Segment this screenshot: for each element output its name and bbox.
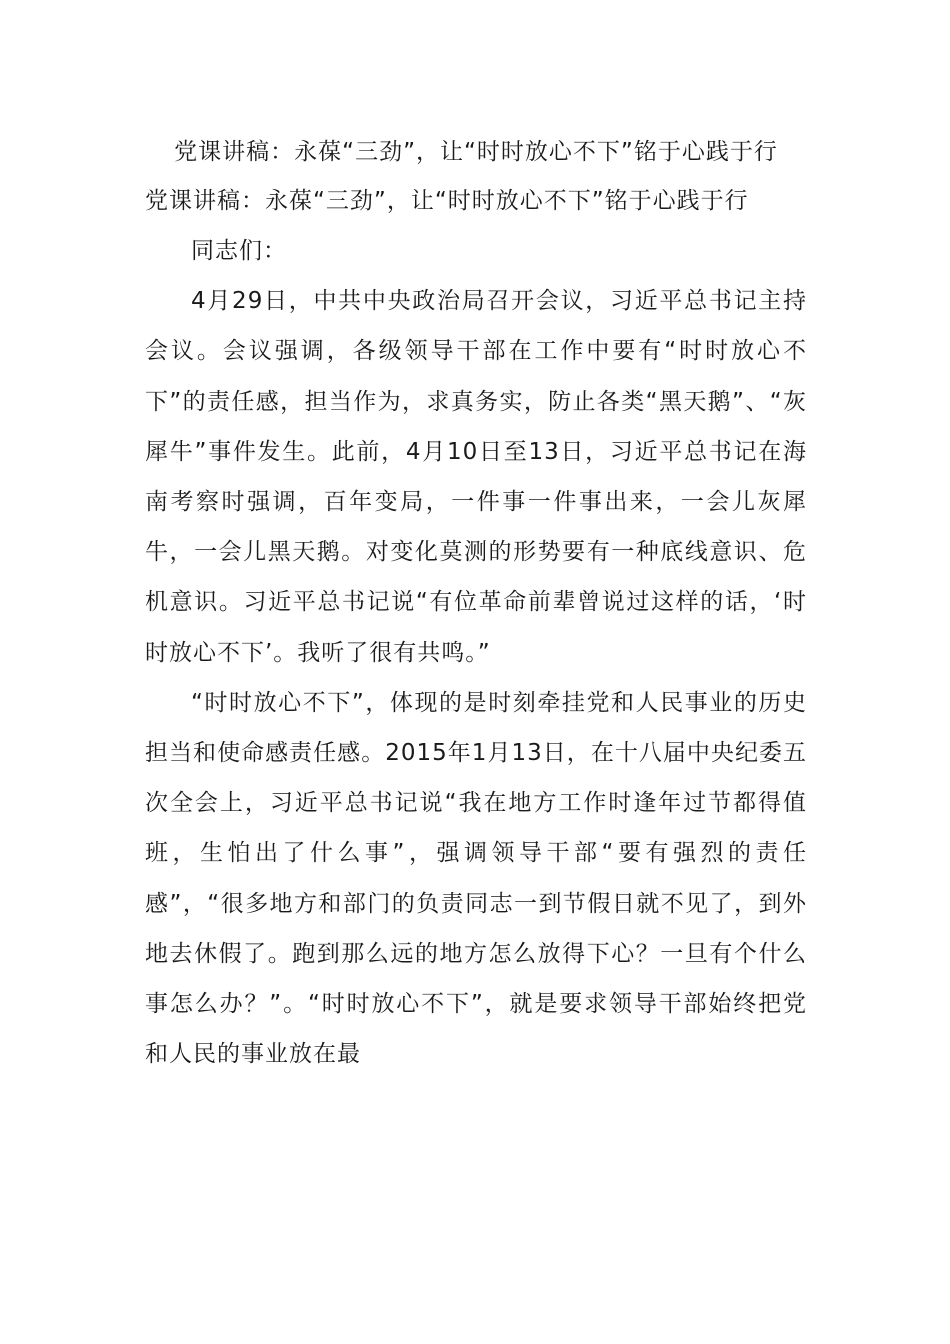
- document-title: 党课讲稿：永葆“三劲”，让“时时放心不下”铭于心践于行: [174, 139, 778, 165]
- salutation: 同志们：: [191, 238, 287, 264]
- paragraph-2: “时时放心不下”，体现的是时刻牵挂党和人民事业的历史担当和使命感责任感。2015年1月13日，在十八届中央纪委五次全会上，习近平总书记说“我在地方工作时逢年过节都得值班，生怕出了什么事”，强调领导干部“要有强烈的责任感”，“很多地方和部门的负责同志一到节假日就不见了，到外地去休假了。跑到那么远的地方怎么放得下心？一旦有个什么事怎么办？”。“时时放心不下”，就是要求领导干部始终把党和人民的事业放在最: [145, 689, 807, 1068]
- paragraph-1: 4月29日，中共中央政治局召开会议，习近平总书记主持会议。会议强调，各级领导干部在工作中要有“时时放心不下”的责任感，担当作为，求真务实，防止各类“黑天鹅”、“灰犀牛”事件发生。此前，4月10日至13日，习近平总书记在海南考察时强调，百年变局，一件事一件事出来，一会儿灰犀牛，一会儿黑天鹅。对变化莫测的形势要有一种底线意识、危机意识。习近平总书记说“有位革命前辈曾说过这样的话，‘时时放心不下’。我听了很有共鸣。”: [145, 288, 807, 666]
- document-subtitle: 党课讲稿：永葆“三劲”，让“时时放心不下”铭于心践于行: [145, 188, 749, 214]
- document-body: [145, 128, 807, 1079]
